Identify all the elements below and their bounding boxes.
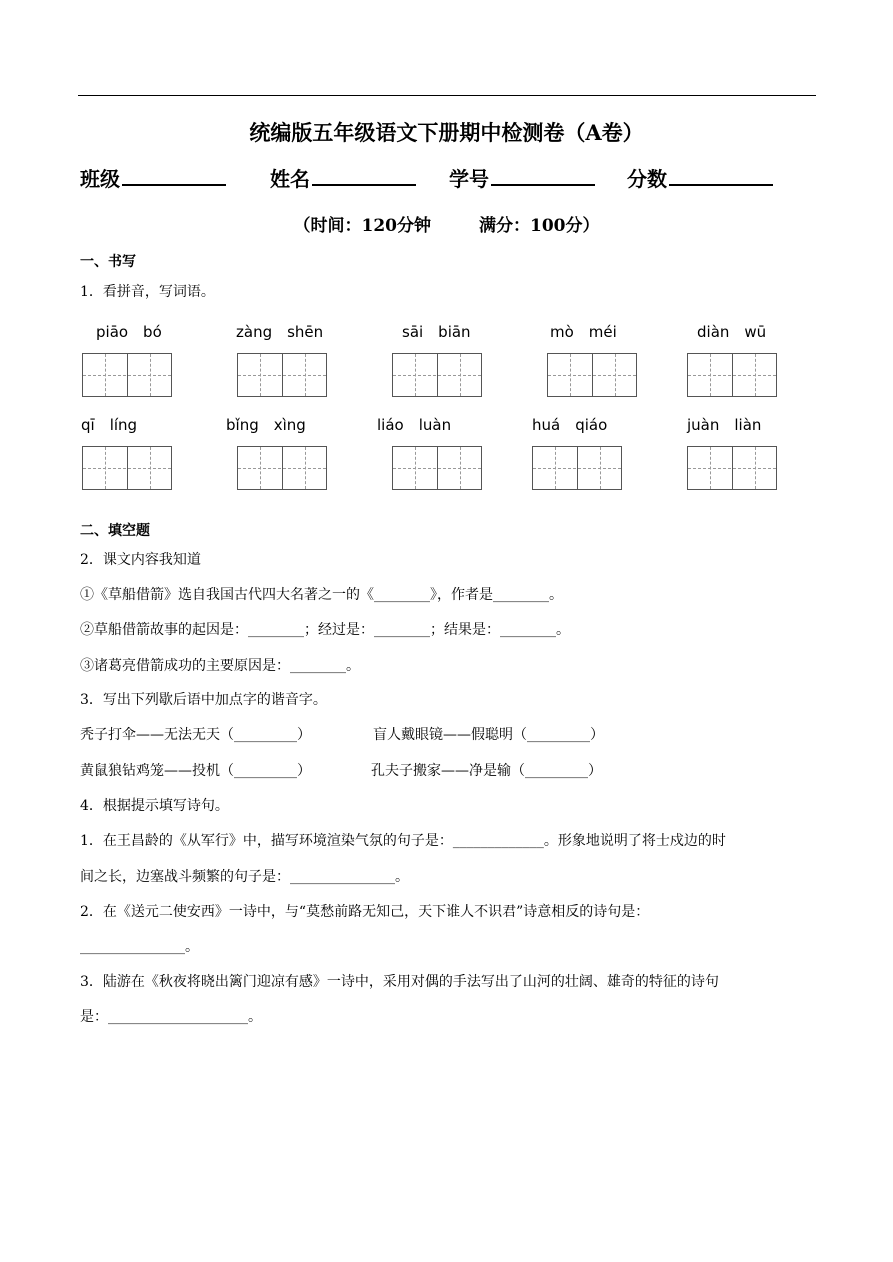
score-field[interactable] — [627, 163, 773, 192]
writing-grid-box[interactable] — [687, 353, 777, 397]
class-blank[interactable] — [122, 184, 226, 186]
score-label: 分数 — [627, 167, 667, 191]
header-rule — [78, 95, 816, 96]
question-2-item-1: ①《草船借箭》选自我国古代四大名著之一的《________》，作者是________。 — [80, 587, 563, 603]
full-score: 满分：100分） — [479, 216, 600, 236]
question-2-item-3: ③诸葛亮借箭成功的主要原因是：________。 — [80, 658, 360, 674]
pinyin-label: juàn liàn — [687, 416, 762, 434]
question-2: 2．课文内容我知道 — [80, 552, 201, 568]
writing-grid-box[interactable] — [237, 353, 327, 397]
pinyin-label: sāi biān — [402, 323, 471, 341]
proverb-item: 孔夫子搬家——净是输（_________） — [371, 763, 602, 779]
pinyin-label: mò méi — [550, 323, 617, 341]
poem-question-1-cont: 间之长，边塞战斗频繁的句子是：_______________。 — [80, 869, 409, 885]
question-3: 3．写出下列歇后语中加点字的谐音字。 — [80, 692, 327, 708]
page-title: 统编版五年级语文下册期中检测卷（A卷） — [249, 120, 644, 145]
class-label: 班级 — [80, 167, 120, 191]
writing-grid-box[interactable] — [547, 353, 637, 397]
pinyin-label: diàn wū — [697, 323, 767, 341]
writing-grid-box[interactable] — [82, 353, 172, 397]
question-4: 4．根据提示填写诗句。 — [80, 798, 229, 814]
pinyin-label: liáo luàn — [377, 416, 452, 434]
pinyin-label: zàng shēn — [236, 323, 324, 341]
poem-question-2: 2．在《送元二使安西》一诗中，与“莫愁前路无知己，天下谁人不识君”诗意相反的诗句是： — [80, 904, 650, 920]
writing-grid-box[interactable] — [392, 353, 482, 397]
poem-question-3: 3．陆游在《秋夜将晓出篱门迎凉有感》一诗中，采用对偶的手法写出了山河的壮阔、雄奇的特征的诗句 — [80, 974, 719, 990]
proverb-item: 秃子打伞——无法无天（_________） — [80, 727, 311, 743]
pinyin-label: huá qiáo — [532, 416, 608, 434]
poem-question-2-cont: _______________。 — [80, 939, 199, 955]
writing-grid-box[interactable] — [687, 446, 777, 490]
writing-grid-box[interactable] — [532, 446, 622, 490]
section-heading-fill-in: 二、填空题 — [80, 523, 150, 539]
proverb-item: 盲人戴眼镜——假聪明（_________） — [373, 727, 604, 743]
time-limit: （时间：120分钟 — [293, 216, 431, 236]
pinyin-label: qī líng — [81, 416, 138, 434]
question-2-item-2: ②草船借箭故事的起因是：________；经过是：________；结果是：________。 — [80, 622, 570, 638]
student-number-label: 学号 — [449, 167, 489, 191]
pinyin-label: bǐng xìng — [226, 416, 306, 434]
name-blank[interactable] — [312, 184, 416, 186]
score-blank[interactable] — [669, 184, 773, 186]
exam-time-info — [0, 211, 893, 236]
name-field[interactable] — [270, 163, 416, 192]
poem-question-1: 1．在王昌龄的《从军行》中，描写环境渲染气氛的句子是：_____________。形象地说明了将士戍边的时 — [80, 833, 726, 849]
writing-grid-box[interactable] — [82, 446, 172, 490]
question-1: 1．看拼音，写词语。 — [80, 284, 215, 300]
section-heading-writing: 一、书写 — [80, 254, 136, 270]
writing-grid-box[interactable] — [392, 446, 482, 490]
student-number-blank[interactable] — [491, 184, 595, 186]
class-field[interactable] — [80, 163, 226, 192]
name-label: 姓名 — [270, 167, 310, 191]
proverb-item: 黄鼠狼钻鸡笼——投机（_________） — [80, 763, 311, 779]
student-number-field[interactable] — [449, 163, 595, 192]
poem-question-3-cont: 是：____________________。 — [80, 1009, 262, 1025]
pinyin-label: piāo bó — [96, 323, 162, 341]
writing-grid-box[interactable] — [237, 446, 327, 490]
